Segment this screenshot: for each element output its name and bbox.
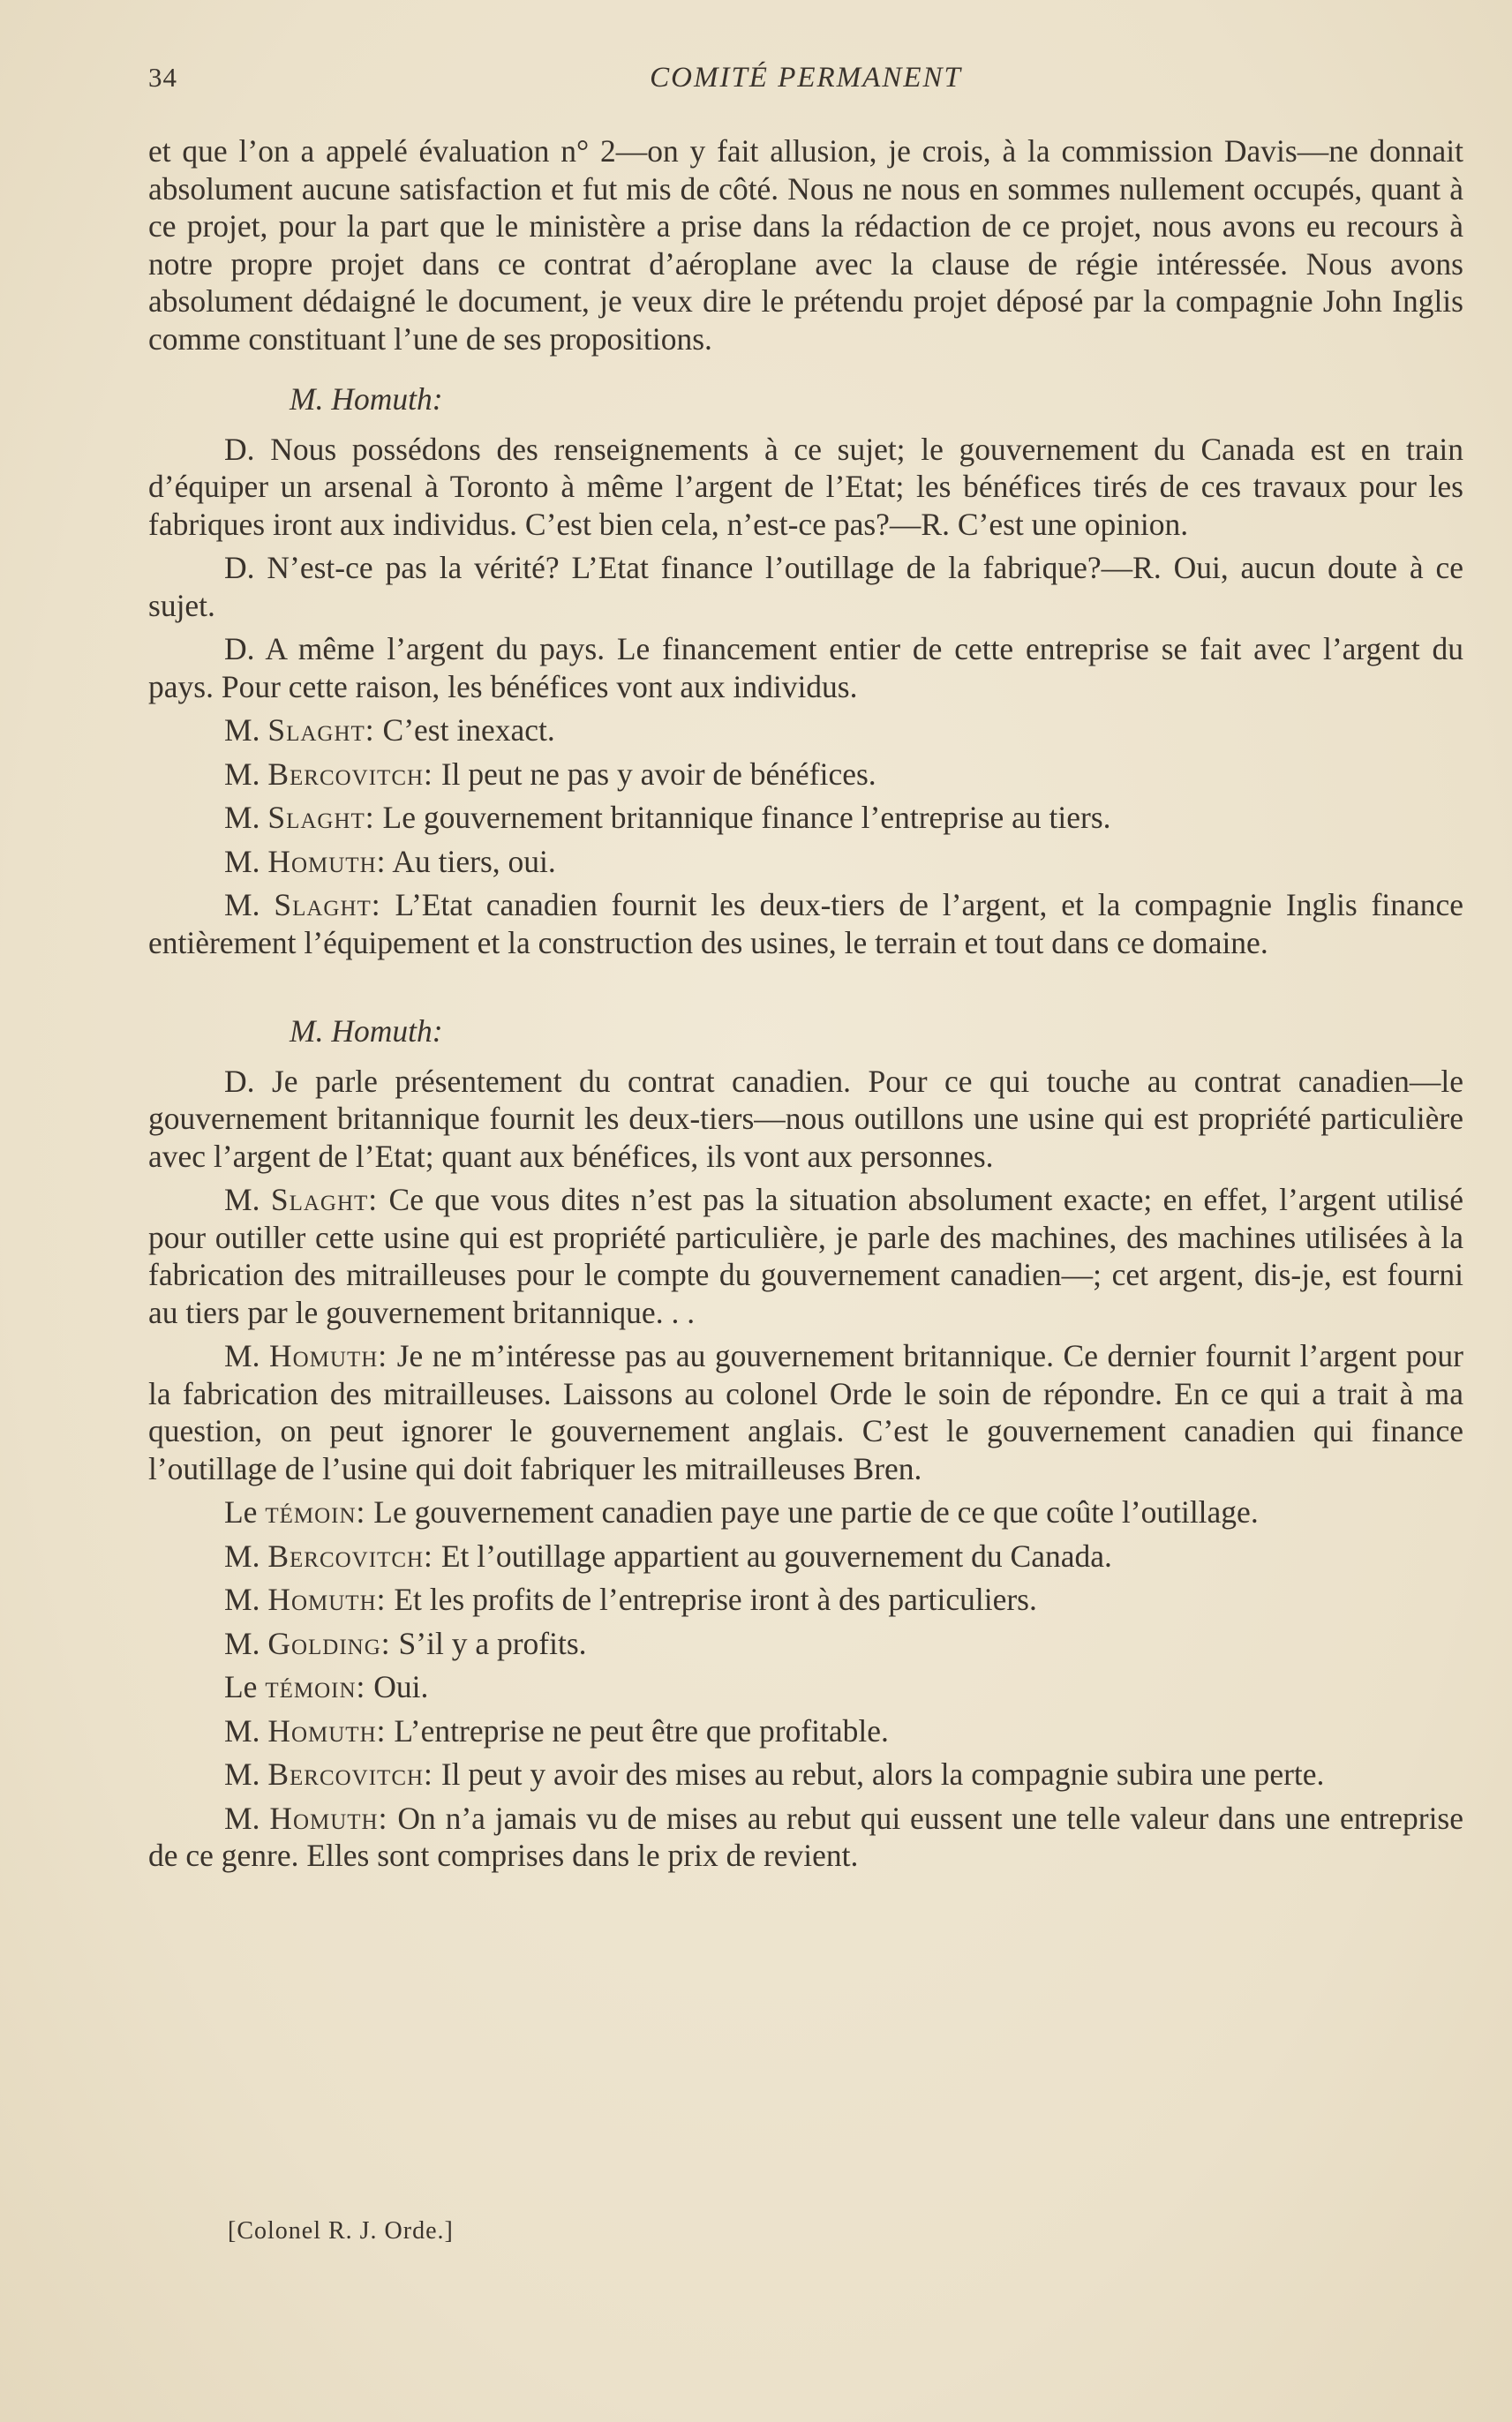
dialogue-text: Et les profits de l’entreprise iront à des particuliers.	[394, 1582, 1037, 1617]
dialogue-text: Le gouvernement canadien paye une partie de ce que coûte l’outillage.	[373, 1494, 1259, 1530]
paragraph: D. Nous possédons des renseignements à ce sujet; le gouvernement du Canada est en train d’équiper un arsenal à Toronto à même l’argent de l’Etat; les bénéfices tirés de ces travaux pour les fabriques iront aux individus. C’est bien cela, n’est-ce pas?—R. C’est une opinion.	[148, 431, 1463, 542]
page-header	[148, 62, 1463, 106]
speaker-prefix: M.	[224, 1182, 260, 1217]
dialogue-paragraph	[148, 1337, 1463, 1487]
dialogue-paragraph	[148, 756, 1463, 794]
speaker-prefix: M.	[224, 887, 260, 922]
dialogue-text: L’Etat canadien fournit les deux-tiers de l’argent, et la compagnie Inglis finance entièrement l’équipement et la construction des usines, le terrain et tout dans ce domaine.	[148, 887, 1464, 960]
dialogue-text: Ce que vous dites n’est pas la situation absolument exacte; en effet, l’argent utilisé pour outiller cette usine qui est propriété particulière, je parle des machines, des machines utilisées à la fabrication des mitrailleuses pour le compte du gouvernement canadien—; cet argent, dis-je, est fourni au tiers par le gouvernement britannique. . .	[148, 1182, 1464, 1330]
dialogue-paragraph	[148, 1538, 1463, 1576]
speaker-name: Slaght:	[274, 887, 381, 922]
speaker-heading: M. Homuth:	[290, 1013, 443, 1049]
speaker-prefix: M.	[224, 1800, 260, 1836]
dialogue-text: Je ne m’intéresse pas au gouvernement britannique. Ce dernier fournit l’argent pour la fabrication des mitrailleuses. Laissons au colonel Orde le soin de répondre. En ce qui a trait à ma question, on peut ignorer le gouvernement anglais. C’est le gouvernement canadien qui finance l’outillage de l’usine qui doit fabriquer les mitrailleuses Bren.	[148, 1338, 1464, 1486]
paragraph: D. N’est-ce pas la vérité? L’Etat finance l’outillage de la fabrique?—R. Oui, aucun doute à ce sujet.	[148, 550, 1463, 623]
dialogue-paragraph	[148, 711, 1463, 749]
dialogue-text: S’il y a profits.	[398, 1625, 587, 1661]
page-number: 34	[148, 62, 177, 93]
speaker-prefix: M.	[224, 1538, 260, 1574]
dialogue-text: Oui.	[373, 1669, 429, 1704]
dialogue-paragraph	[148, 1581, 1463, 1619]
dialogue-text: On n’a jamais vu de mises au rebut qui eussent une telle valeur dans une entreprise de ce genre. Elles sont comprises dans le prix de revient.	[148, 1800, 1464, 1873]
speaker-name: Homuth:	[267, 843, 387, 879]
dialogue-paragraph	[148, 1800, 1463, 1875]
speaker-prefix: Le	[224, 1669, 258, 1704]
speaker-prefix: M.	[224, 712, 260, 748]
speaker-prefix: M.	[224, 843, 260, 879]
speaker-name: Homuth:	[269, 1800, 388, 1836]
speaker-heading: M. Homuth:	[290, 381, 443, 417]
speaker-prefix: M.	[224, 1338, 260, 1373]
paragraph: D. Je parle présentement du contrat canadien. Pour ce qui touche au contrat canadien—le gouvernement britannique fournit les deux-tiers—nous outillons une usine qui est propriété particulière avec l’argent de l’Etat; quant aux bénéfices, ils vont aux personnes.	[148, 1063, 1463, 1174]
running-head: COMITÉ PERMANENT	[650, 62, 962, 94]
speaker-name: Slaght:	[270, 1182, 379, 1217]
dialogue-text: Au tiers, oui.	[392, 843, 556, 879]
speaker-name: Slaght:	[267, 800, 375, 835]
speaker-prefix: Le	[224, 1494, 258, 1530]
speaker-prefix: M.	[224, 800, 260, 835]
speaker-name: Bercovitch:	[267, 756, 433, 792]
dialogue-paragraph	[148, 1625, 1463, 1663]
dialogue-paragraph	[148, 843, 1463, 881]
dialogue-paragraph	[148, 1756, 1463, 1794]
speaker-name: Bercovitch:	[267, 1538, 433, 1574]
speaker-name: Homuth:	[268, 1338, 388, 1373]
speaker-name: Bercovitch:	[267, 1756, 433, 1792]
dialogue-text: Le gouvernement britannique finance l’entreprise au tiers.	[382, 800, 1111, 835]
dialogue-text: Il peut ne pas y avoir de bénéfices.	[440, 756, 876, 792]
speaker-name: témoin:	[265, 1669, 366, 1704]
dialogue-text: Et l’outillage appartient au gouvernement du Canada.	[440, 1538, 1112, 1574]
dialogue-text: L’entreprise ne peut être que profitable.	[394, 1712, 889, 1749]
speaker-name: Slaght:	[267, 712, 375, 748]
speaker-prefix: M.	[224, 1756, 260, 1792]
footnote: [Colonel R. J. Orde.]	[228, 2217, 454, 2245]
speaker-name: témoin:	[265, 1494, 366, 1530]
dialogue-paragraph	[148, 799, 1463, 837]
body-text	[148, 132, 1463, 1881]
speaker-name: Golding:	[267, 1625, 391, 1661]
paragraph: D. A même l’argent du pays. Le financement entier de cette entreprise se fait avec l’argent du pays. Pour cette raison, les bénéfices vont aux individus.	[148, 631, 1463, 704]
dialogue-paragraph	[148, 1181, 1463, 1331]
speaker-prefix: M.	[224, 1625, 260, 1661]
dialogue-text: C’est inexact.	[382, 712, 555, 748]
speaker-prefix: M.	[224, 1712, 260, 1749]
dialogue-paragraph	[148, 1712, 1463, 1750]
paragraph: et que l’on a appelé évaluation n° 2—on y fait allusion, je crois, à la commission Davis—ne donnait absolument aucune satisfaction et fut mis de côté. Nous ne nous en sommes nullement occupés, quant à ce projet, pour la part que le ministère a prise dans la rédaction de ce projet, nous avons eu recours à notre propre projet dans ce contrat d’aéroplane avec la clause de régie intéressée. Nous avons absolument dédaigné le document, je veux dire le prétendu projet déposé par la compagnie John Inglis comme constituant l’une de ses propositions.	[148, 133, 1463, 357]
speaker-name: Homuth:	[267, 1582, 387, 1617]
dialogue-text: Il peut y avoir des mises au rebut, alors la compagnie subira une perte.	[440, 1756, 1325, 1792]
speaker-prefix: M.	[224, 756, 260, 792]
dialogue-paragraph	[148, 1668, 1463, 1706]
speaker-prefix: M.	[224, 1582, 260, 1617]
dialogue-paragraph	[148, 886, 1463, 961]
dialogue-paragraph	[148, 1493, 1463, 1531]
speaker-name: Homuth:	[267, 1712, 387, 1749]
